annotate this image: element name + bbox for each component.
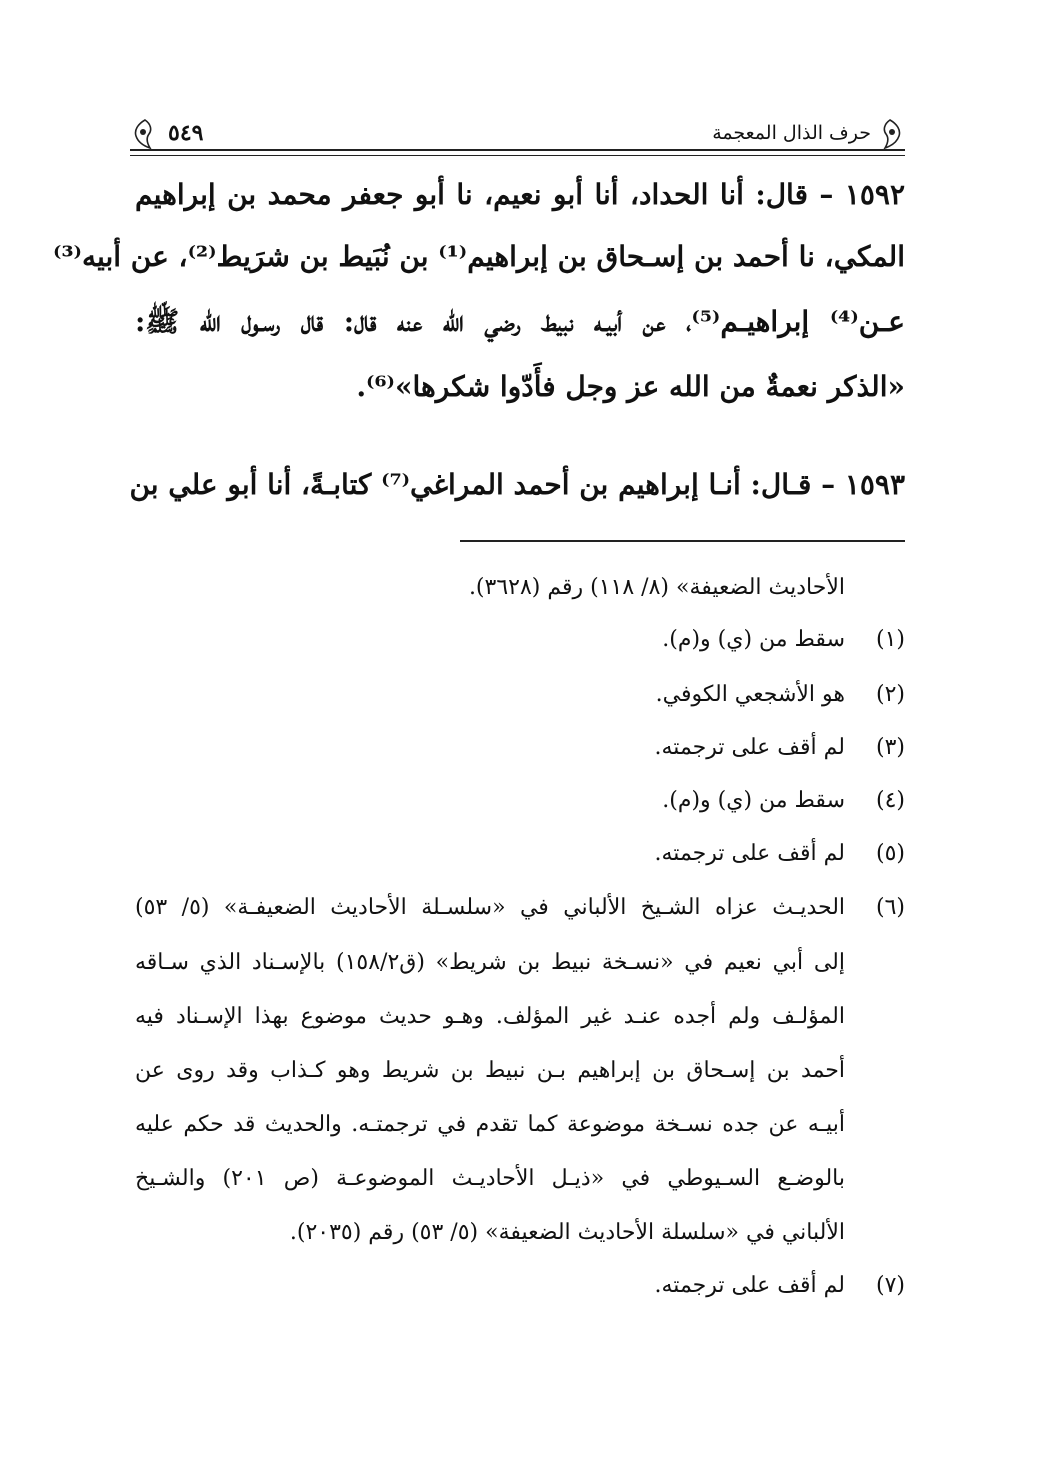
footnote-number: (٢)	[875, 682, 905, 707]
ornament-icon	[130, 118, 160, 150]
footnote-number: (٥)	[875, 841, 905, 866]
page-number: ٥٤٩	[168, 120, 204, 146]
footnote-text: الحديـث عزاه الشـيخ الألباني في «سلسـلة الأحاديث الضعيفـة» (٥/ ٥٣)	[135, 895, 846, 920]
hadith-1592-matn: «الذكر نعمةٌ من الله عز وجل فأَدّوا شكرها»⁽⁶⁾.	[356, 370, 905, 403]
hadith-1593-line-1: ١٥٩٣ – قـال: أنـا إبراهيم بن أحمد المراغي⁽⁷⁾ كتابـةً، أنا أبو علي بن	[129, 468, 905, 501]
footnote-number: (٧)	[875, 1273, 905, 1298]
footnote-number: (٤)	[875, 788, 905, 813]
footnote-3	[135, 735, 905, 760]
hadith-1592-line-3: عـن⁽⁴⁾ إبراهيـم⁽⁵⁾، عن أبيـه نبيط رضي الله عنه قال: قال رسـول الله ﷺ:	[135, 305, 906, 338]
header-rule	[130, 149, 905, 156]
footnote-number: (٣)	[875, 735, 905, 760]
footnote-6-line: إلى أبي نعيم في «نسـخة نبيط بن شريط» (ق١٥٨/٢) بالإسـناد الذي سـاقه	[135, 950, 845, 975]
footnote-6	[135, 895, 905, 920]
footnote-4	[135, 788, 905, 813]
footnote-text: هو الأشجعي الكوفي.	[655, 682, 845, 707]
footnote-text: سقط من (ي) و(م).	[662, 627, 845, 652]
chapter-title: حرف الذال المعجمة	[712, 122, 871, 144]
footnote-carryover: الأحاديث الضعيفة» (٨/ ١١٨) رقم (٣٦٢٨).	[468, 575, 845, 600]
footnote-5	[135, 841, 905, 866]
footnote-text: لم أقف على ترجمته.	[654, 841, 845, 866]
running-header	[130, 118, 905, 154]
footnote-text: سقط من (ي) و(م).	[662, 788, 845, 813]
footnote-6-line: أبيـه عن جده نسـخة موضوعة كما تقدم في ترجمتـه. والحديث قد حكم عليه	[135, 1112, 845, 1137]
hadith-1592-line-2: المكي، نا أحمد بن إسـحاق بن إبراهيم⁽¹⁾ بن نُبَيط بن شرَيط⁽²⁾، عن أبيه⁽³⁾	[53, 240, 905, 273]
footnote-6-line: بالوضـع السـيوطي في «ذيـل الأحاديـث الموضوعـة (ص ٢٠١) والشـيخ	[135, 1166, 845, 1191]
footnote-separator	[460, 540, 905, 542]
footnote-text: لم أقف على ترجمته.	[654, 735, 845, 760]
footnote-number: (١)	[875, 627, 905, 652]
footnote-text: لم أقف على ترجمته.	[654, 1273, 845, 1298]
ornament-icon	[875, 118, 905, 150]
footnote-number: (٦)	[875, 895, 905, 920]
footnote-6-line: المؤلـف ولم أجده عنـد غير المؤلف. وهـو حديث موضوع بهذا الإسـناد فيه	[135, 1004, 845, 1029]
footnote-1	[135, 627, 905, 652]
footnote-6-line: أحمد بن إسـحاق بن إبراهيم بـن نبيط بن شريط وهو كـذاب وقد روى عن	[135, 1058, 845, 1083]
footnote-7	[135, 1273, 905, 1298]
hadith-1592-line-1: ١٥٩٢ – قال: أنا الحداد، أنا أبو نعيم، نا أبو جعفر محمد بن إبراهيم	[135, 178, 905, 211]
footnote-6-line: الألباني في «سلسلة الأحاديث الضعيفة» (٥/ ٥٣) رقم (٢٠٣٥).	[289, 1220, 845, 1245]
footnote-2	[135, 682, 905, 707]
